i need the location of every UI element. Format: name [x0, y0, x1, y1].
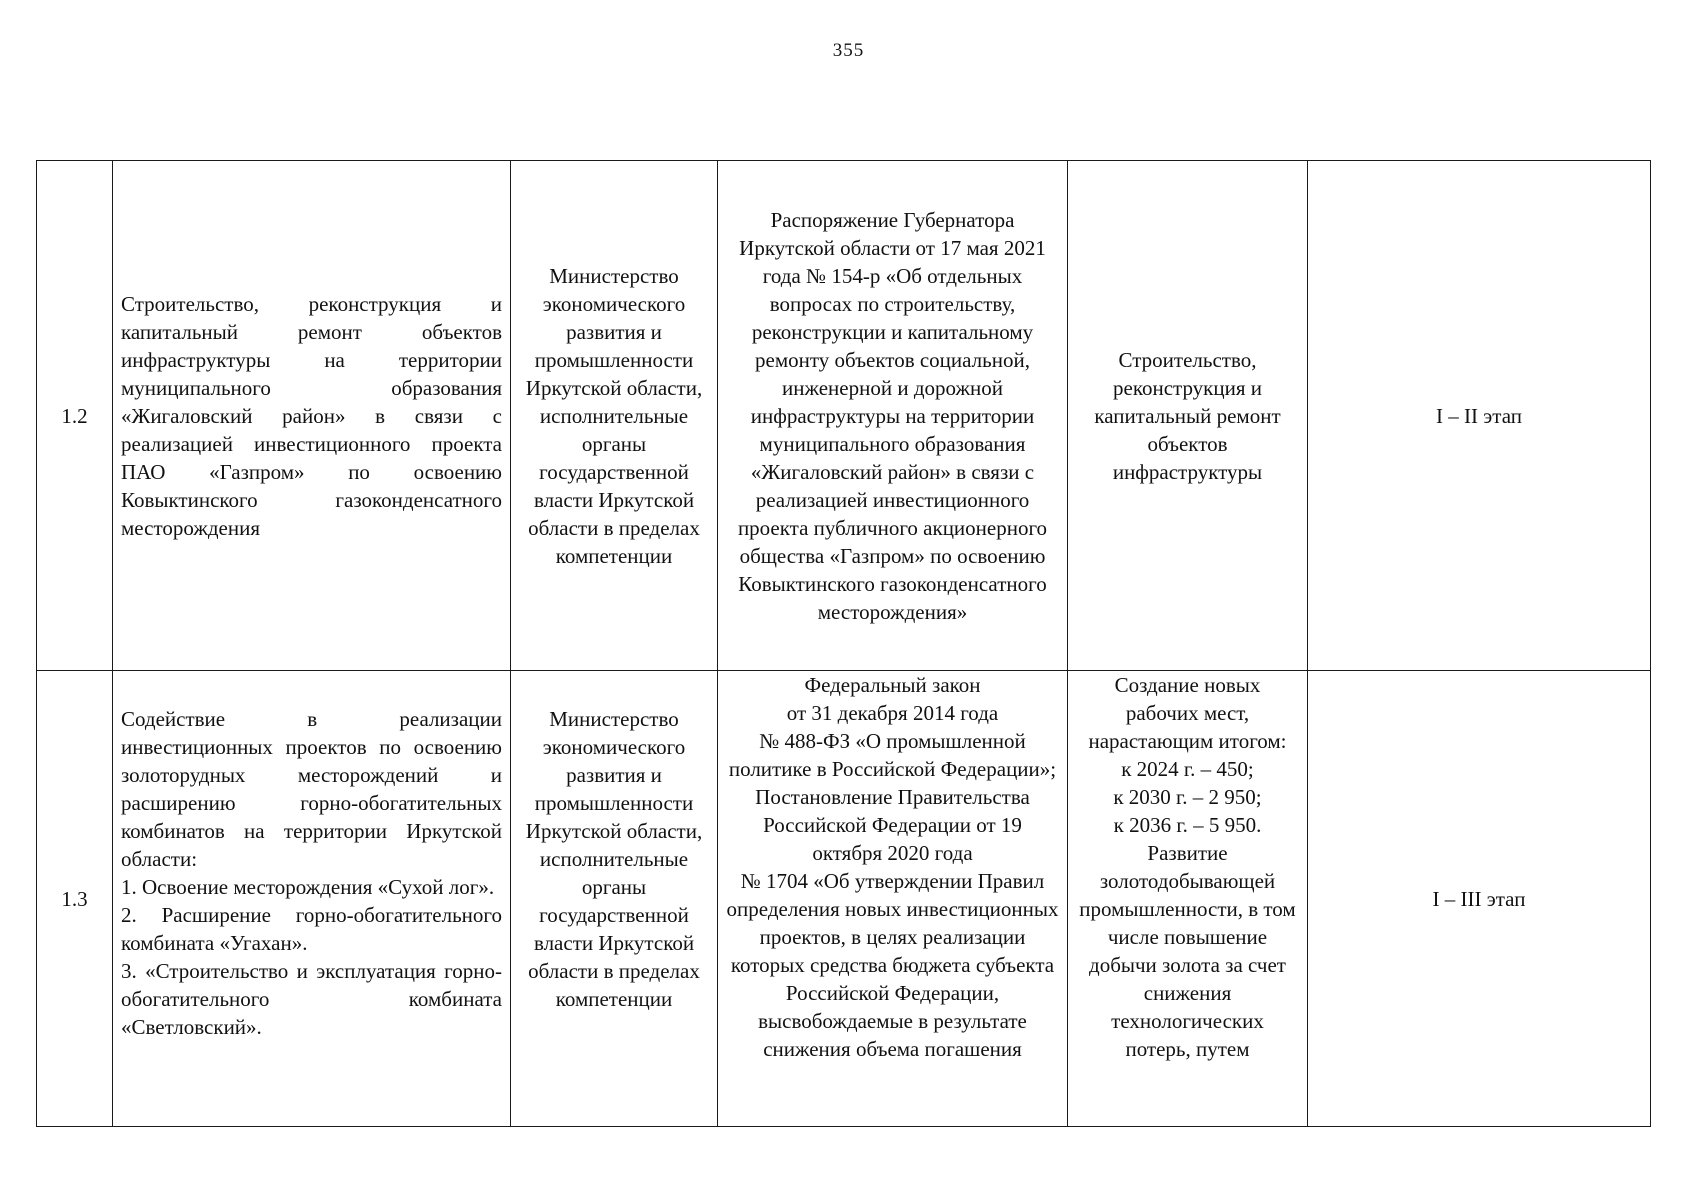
row-number: 1.2	[37, 161, 113, 671]
legal-basis: Распоряжение Губернатора Иркутской области от 17 мая 2021 года № 154-р «Об отдельных вопросах по строительству, реконструкции и капитальному ремонту объектов социальной, инженерной и дорожной инфраструктуры на территории муниципального образования «Жигаловский район» в связи с реализацией инвестиционного проекта публичного акционерного общества «Газпром» по освоению Ковыктинского газоконденсатного месторождения»	[718, 161, 1068, 671]
implementation-stage: I – III этап	[1308, 671, 1651, 1127]
page-number: 355	[832, 40, 865, 61]
result-line: к 2036 г. – 5 950.	[1113, 813, 1262, 837]
row-number: 1.3	[37, 671, 113, 1127]
basis-line: Федеральный закон	[804, 673, 981, 697]
description-line: 1. Освоение месторождения «Сухой лог».	[121, 875, 495, 899]
result-line: Развитие золотодобывающей промышленности, в том числе повышение добычи золота за счет снижения технологических потерь, путем	[1079, 841, 1296, 1061]
description-line: 3. «Строительство и эксплуатация горно-обогатительного комбината «Светловский».	[121, 959, 502, 1039]
responsible-executor: Министерство экономического развития и промышленности Иркутской области, исполнительные органы государственной власти Иркутской области в пределах компетенции	[511, 161, 718, 671]
basis-line: № 1704 «Об утверждении Правил определения новых инвестиционных проектов, в целях реализации которых средства бюджета субъекта Российской Федерации, высвобождаемые в результате снижения объема погашения	[726, 869, 1059, 1061]
result-line: Создание новых рабочих мест, нарастающим итогом:	[1088, 673, 1287, 753]
measure-description: Строительство, реконструкция и капитальный ремонт объектов инфраструктуры на территории муниципального образования «Жигаловский район» в связи с реализацией инвестиционного проекта ПАО «Газпром» по освоению Ковыктинского газоконденсатного месторождения	[113, 161, 511, 671]
implementation-stage: I – II этап	[1308, 161, 1651, 671]
table-row	[37, 671, 1651, 1127]
expected-result: Строительство, реконструкция и капитальный ремонт объектов инфраструктуры	[1068, 161, 1308, 671]
basis-line: Постановление Правительства Российской Федерации от 19 октября 2020 года	[755, 785, 1030, 865]
result-line: к 2024 г. – 450;	[1121, 757, 1254, 781]
measure-description	[113, 671, 511, 1127]
description-line: 2. Расширение горно-обогатительного комбината «Угахан».	[121, 903, 502, 955]
measures-table	[36, 160, 1651, 1127]
basis-line: № 488-ФЗ «О промышленной политике в Российской Федерации»;	[728, 729, 1057, 781]
result-line: к 2030 г. – 2 950;	[1113, 785, 1262, 809]
basis-line: от 31 декабря 2014 года	[786, 701, 999, 725]
table-row	[37, 161, 1651, 671]
legal-basis	[718, 671, 1068, 1127]
description-line: Содействие в реализации инвестиционных проектов по освоению золоторудных месторождений и расширению горно-обогатительных комбинатов на территории Иркутской области:	[121, 707, 502, 871]
expected-result	[1068, 671, 1308, 1127]
responsible-executor: Министерство экономического развития и промышленности Иркутской области, исполнительные органы государственной власти Иркутской области в пределах компетенции	[511, 671, 718, 1127]
